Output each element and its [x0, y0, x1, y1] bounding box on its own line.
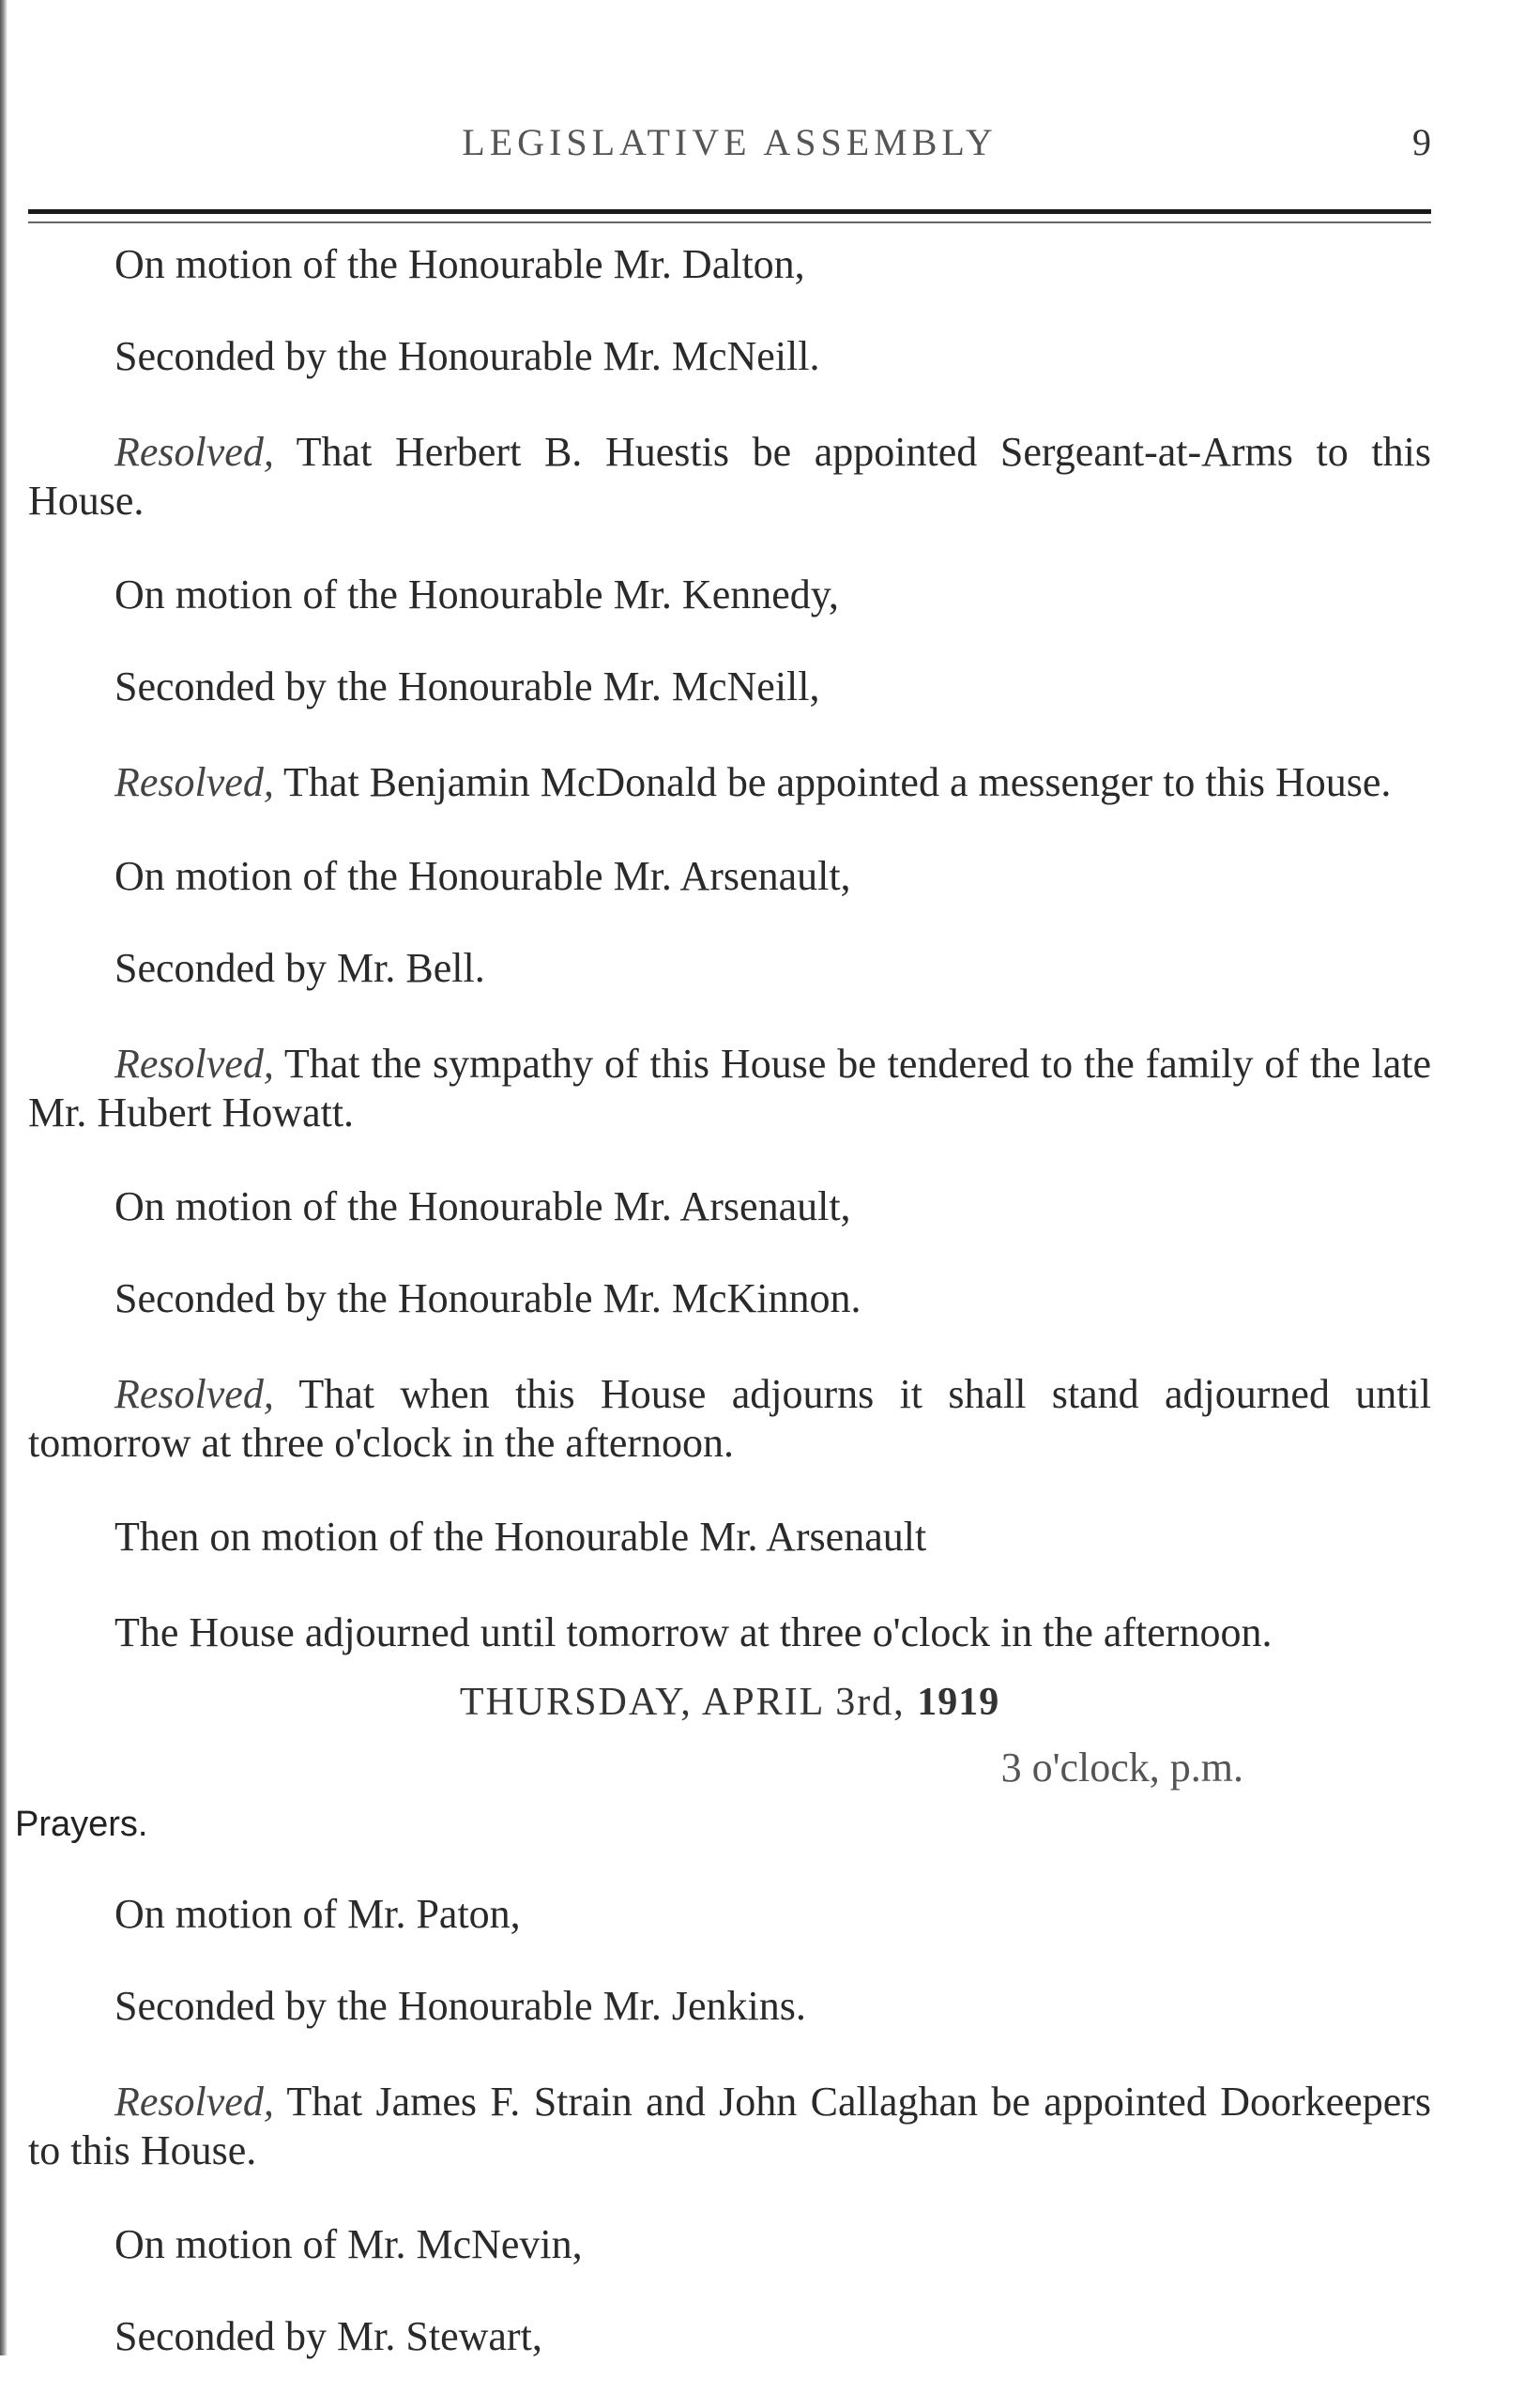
resolution-text: That when this House adjourns it shall stand adjourned until tomorrow at three o'clock in the afternoon. — [28, 1371, 1431, 1466]
resolved-label: Resolved, — [114, 1041, 274, 1087]
running-title: LEGISLATIVE ASSEMBLY — [462, 121, 998, 163]
seconded-line: Seconded by the Honourable Mr. McNeill. — [114, 333, 820, 379]
resolution — [28, 428, 1431, 526]
resolution — [28, 2078, 1431, 2175]
motion-line: On motion of the Honourable Mr. Arsenault, — [114, 1183, 851, 1229]
resolution — [28, 1370, 1431, 1468]
seconded-line: Seconded by Mr. Bell. — [114, 945, 485, 991]
sitting-date: THURSDAY, APRIL 3rd, — [459, 1681, 906, 1724]
header-rule-thick — [28, 209, 1431, 214]
seconded-line: Seconded by the Honourable Mr. Jenkins. — [114, 1983, 806, 2029]
resolution-text: That Herbert B. Huestis be appointed Sergeant-at-Arms to this House. — [28, 429, 1431, 524]
resolution-text: That the sympathy of this House be tendered to the family of the late Mr. Hubert Howatt. — [28, 1041, 1431, 1135]
sitting-time: 3 o'clock, p.m. — [1000, 1745, 1243, 1791]
seconded-line: Seconded by the Honourable Mr. McKinnon. — [114, 1275, 861, 1321]
motion-line: On motion of the Honourable Mr. Dalton, — [114, 241, 805, 287]
adjournment-text: The House adjourned until tomorrow at three o'clock in the afternoon. — [114, 1609, 1273, 1655]
resolution — [28, 1040, 1431, 1137]
sitting-heading — [28, 1678, 1431, 1727]
motion-line: On motion of Mr. McNevin, — [114, 2221, 583, 2267]
binding-edge — [0, 0, 8, 2355]
page-header — [28, 120, 1431, 176]
resolution-text: That James F. Strain and John Callaghan be appointed Doorkeepers to this House. — [28, 2079, 1431, 2173]
adjournment-motion: Then on motion of the Honourable Mr. Arsenault — [114, 1514, 927, 1560]
seconded-line: Seconded by the Honourable Mr. McNeill, — [114, 663, 820, 709]
motion-line: On motion of the Honourable Mr. Arsenault, — [114, 853, 851, 899]
resolved-label: Resolved, — [114, 1371, 274, 1417]
page-number: 9 — [1412, 121, 1431, 163]
sitting-year: 1919 — [917, 1681, 1000, 1724]
resolution — [28, 758, 1431, 807]
prayers-heading: Prayers. — [15, 1805, 148, 1844]
resolved-label: Resolved, — [114, 759, 274, 805]
resolved-label: Resolved, — [114, 2079, 274, 2125]
page-body — [15, 240, 1431, 2408]
header-rule-thin — [28, 221, 1431, 223]
resolution-text: That Benjamin McDonald be appointed a messenger to this House. — [283, 759, 1392, 805]
resolved-label: Resolved, — [114, 429, 274, 475]
seconded-line: Seconded by Mr. Stewart, — [114, 2313, 542, 2359]
motion-line: On motion of the Honourable Mr. Kennedy, — [114, 572, 839, 617]
motion-line: On motion of Mr. Paton, — [114, 1891, 521, 1937]
